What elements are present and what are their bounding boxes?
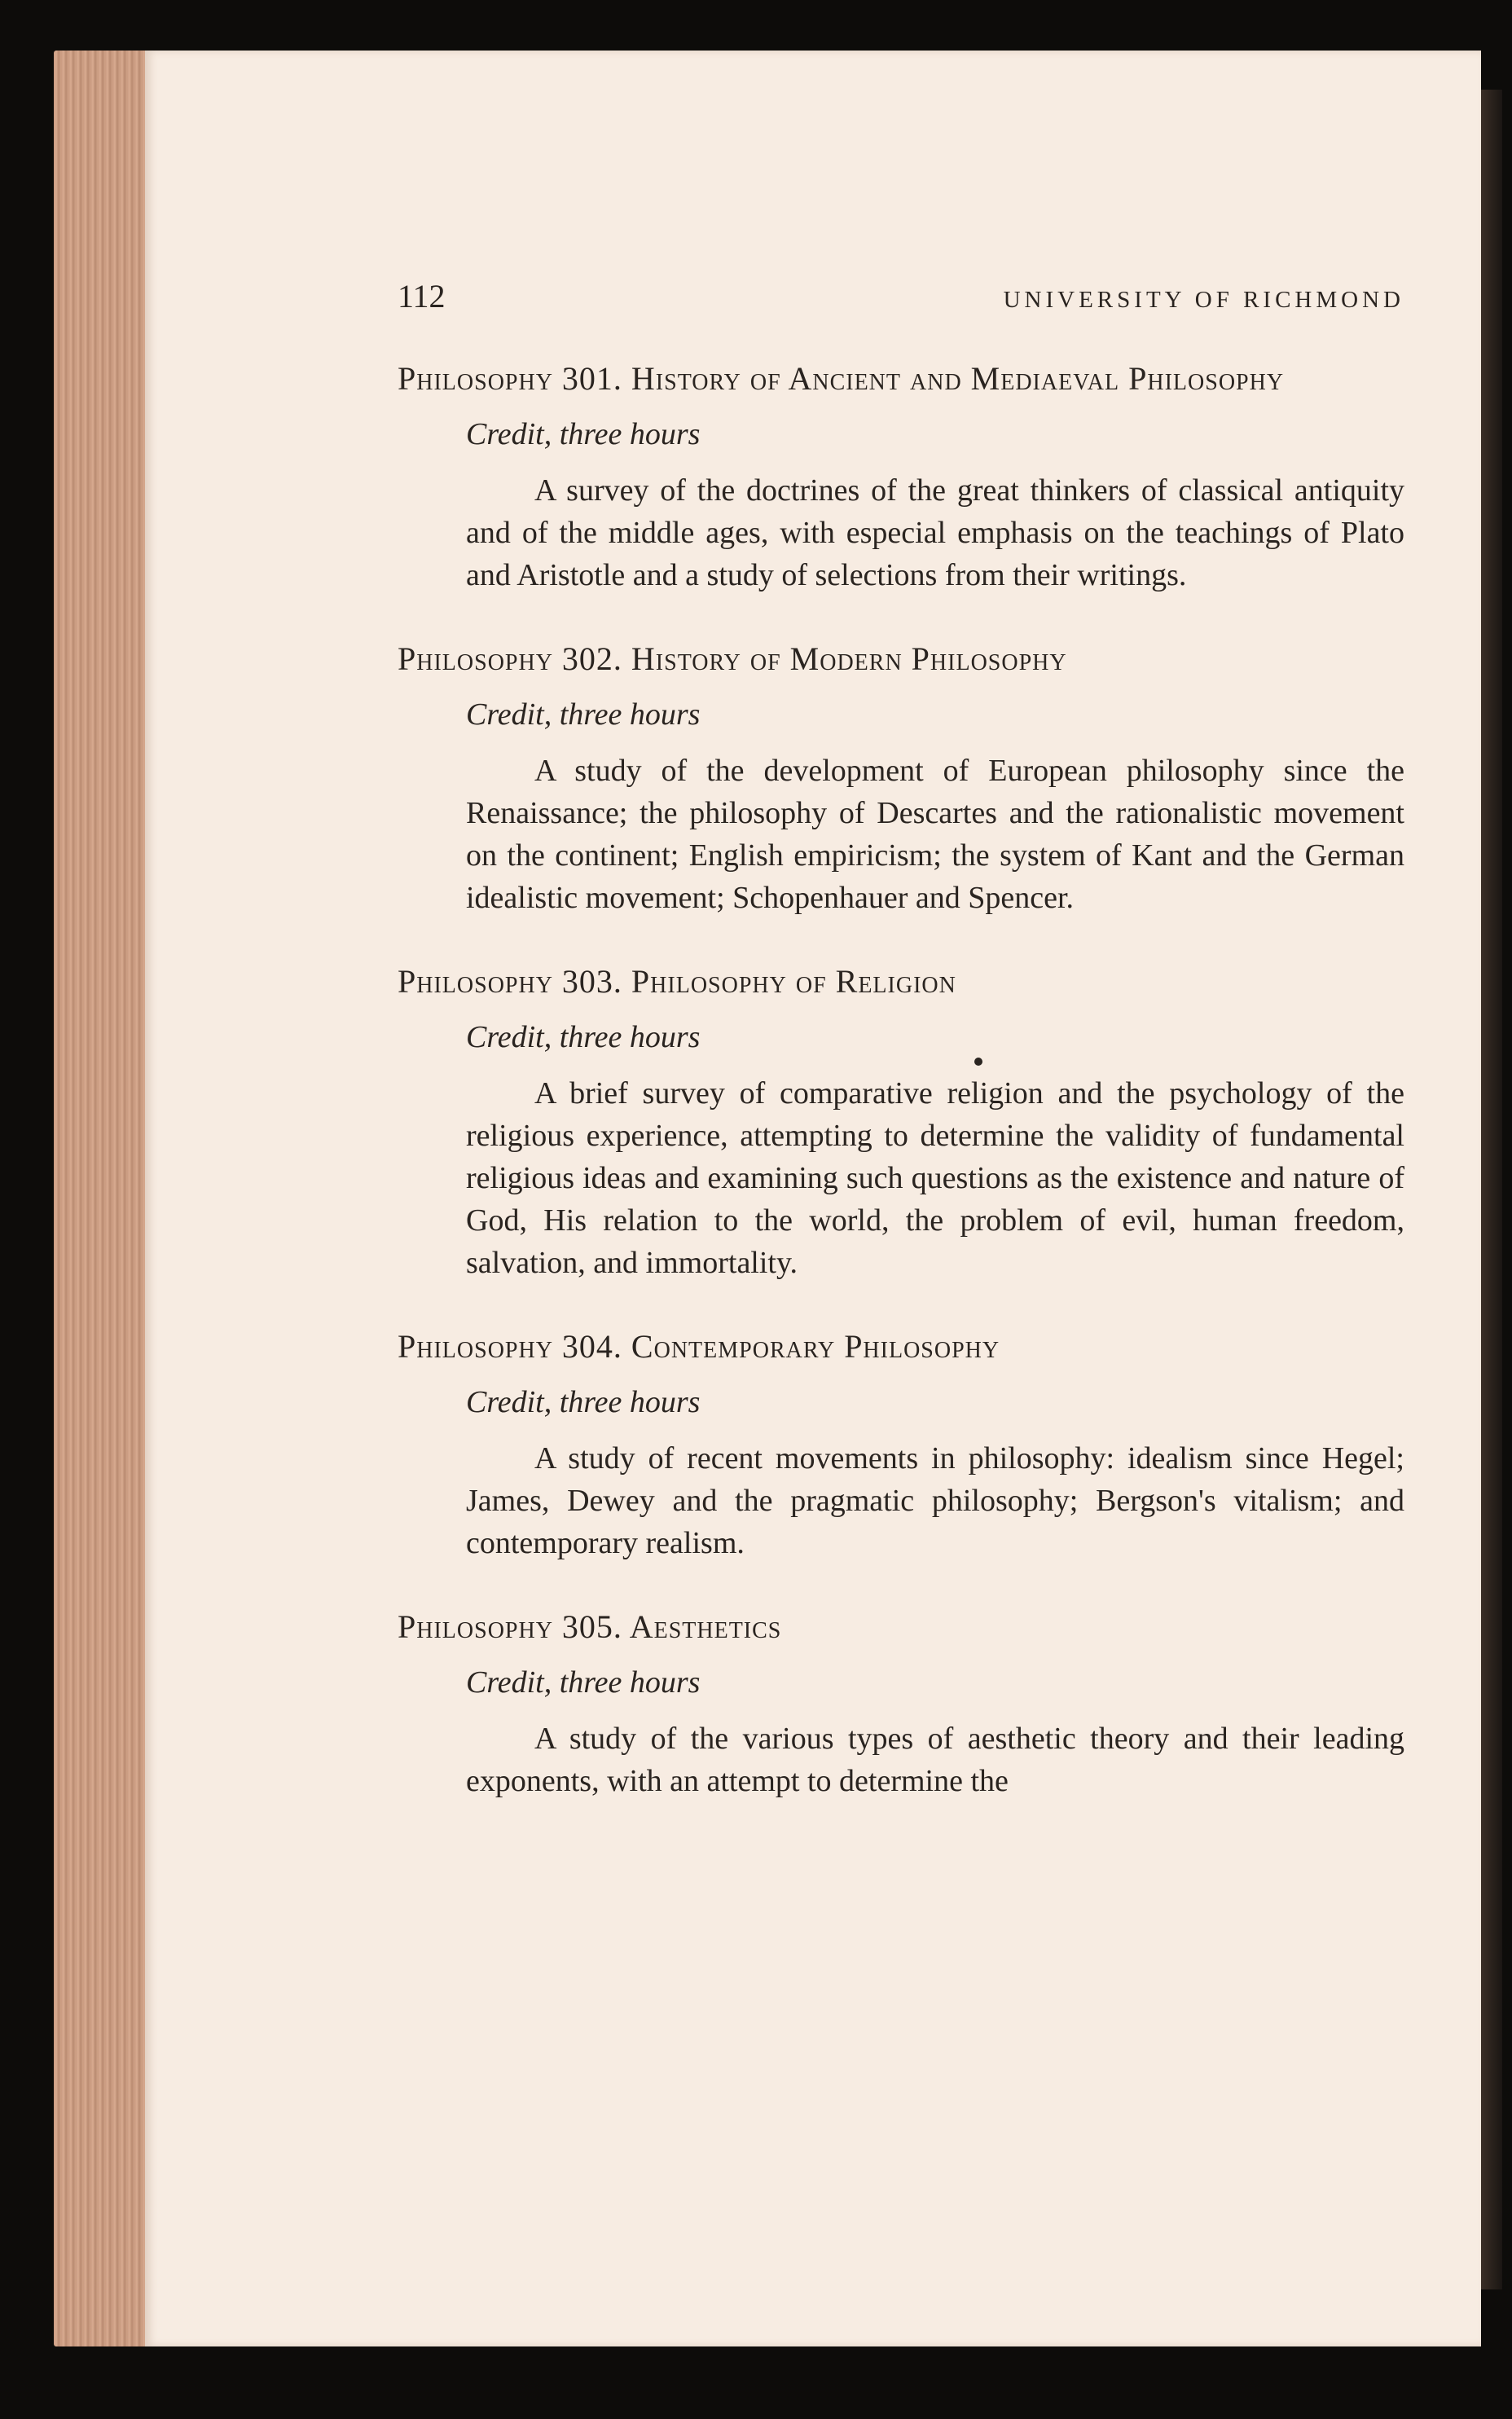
ink-dot (974, 1058, 982, 1066)
course-description: A study of the various types of aesthetic theory and their leading exponents, with an attempt to determine the (466, 1722, 1404, 1798)
course-credit: Credit, three hours (466, 417, 701, 451)
course-credit: Credit, three hours (466, 1665, 701, 1700)
course-303 (398, 961, 1404, 1284)
page-edge-stack (54, 51, 152, 2346)
course-304 (398, 1326, 1404, 1564)
course-credit: Credit, three hours (466, 1385, 701, 1419)
course-305 (398, 1607, 1404, 1802)
page-number: 112 (398, 278, 446, 314)
course-heading: Philosophy 303. Philosophy of Religion (398, 963, 956, 1000)
course-heading: Philosophy 304. Contemporary Philosophy (398, 1328, 1000, 1365)
course-credit: Credit, three hours (466, 1020, 701, 1054)
course-302 (398, 639, 1404, 919)
binding-shadow (1481, 90, 1502, 2289)
course-description: A brief survey of comparative religion and the psychology of the religious experience, attempting to determine the validity of fundamental religious ideas and examining such questions as the existence and nature of God, His relation to the world, the problem of evil, human freedom, salvation, and immortality. (466, 1076, 1404, 1280)
running-header (398, 277, 1404, 326)
text-block (398, 277, 1404, 1802)
course-heading: Philosophy 305. Aesthetics (398, 1608, 782, 1645)
course-heading: Philosophy 302. History of Modern Philosophy (398, 640, 1067, 677)
course-heading: Philosophy 301. History of Ancient and Mediaeval Philosophy (398, 360, 1285, 397)
course-description: A survey of the doctrines of the great thinkers of classical antiquity and of the middle ages, with especial emphasis on the teachings of Plato and Aristotle and a study of selections from their writings. (466, 473, 1404, 592)
course-description: A study of recent movements in philosophy: idealism since Hegel; James, Dewey and the pragmatic philosophy; Bergson's vitalism; and contemporary realism. (466, 1441, 1404, 1560)
course-301 (398, 358, 1404, 596)
course-credit: Credit, three hours (466, 697, 701, 732)
header-title: UNIVERSITY OF RICHMOND (1003, 287, 1404, 313)
course-description: A study of the development of European philosophy since the Renaissance; the philosophy of Descartes and the rationalistic movement on the continent; English empiricism; the system of Kant and the German idealistic movement; Schopenhauer and Spencer. (466, 754, 1404, 915)
